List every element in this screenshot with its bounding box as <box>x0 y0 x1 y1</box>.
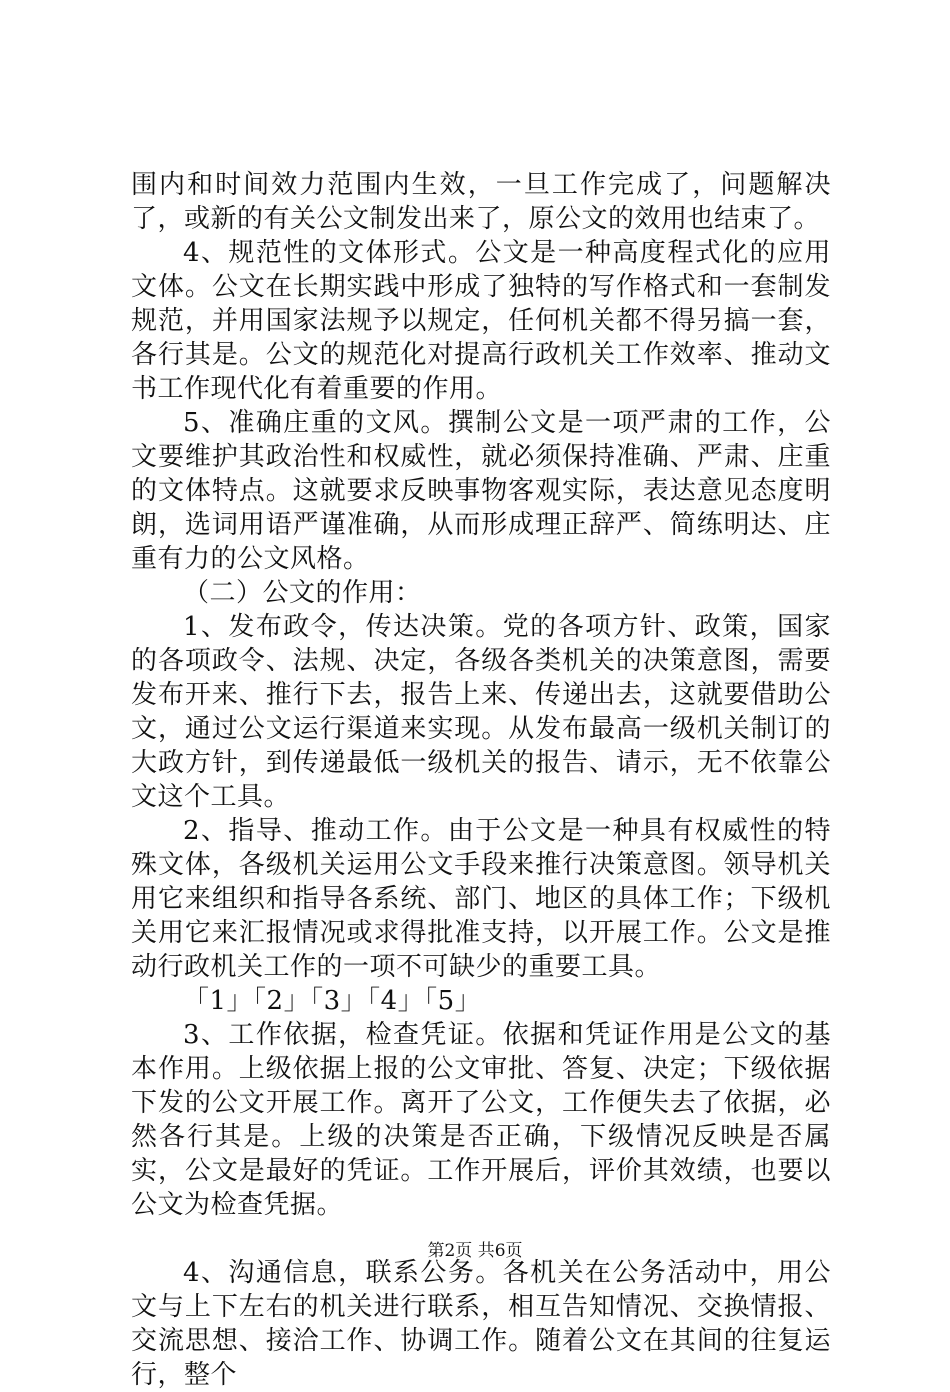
section-heading-functions: （二）公文的作用： <box>183 578 422 608</box>
paragraph-function-3: 3、工作依据，检查凭证。依据和凭证作用是公文的基本作用。上级依据上报的公文审批、答复、决定；下级依据下发的公文开展工作。离开了公文，工作便失去了依据，必然各行其是。上级的决策是否正确，下级情况反映是否属实，公文是最好的凭证。工作开展后，评价其效绩，也要以公文为检查凭据。 <box>131 1020 831 1220</box>
page-footer: 第2页 共6页 <box>427 1241 523 1261</box>
paragraph-point-5-style: 5、准确庄重的文风。撰制公文是一项严肃的工作，公文要维护其政治性和权威性，就必须保持准确、严肃、庄重的文体特点。这就要求反映事物客观实际，表达意见态度明朗，选词用语严谨准确，从而形成理正辞严、简练明达、庄重有力的公文风格。 <box>131 408 831 574</box>
paragraph-point-4-format: 4、规范性的文体形式。公文是一种高度程式化的应用文体。公文在长期实践中形成了独特的写作格式和一套制发规范，并用国家法规予以规定，任何机关都不得另搞一套，各行其是。公文的规范化对提高行政机关工作效率、推动文书工作现代化有着重要的作用。 <box>131 238 831 404</box>
paragraph-function-4: 4、沟通信息，联系公务。各机关在公务活动中，用公文与上下左右的机关进行联系，相互告知情况、交换情报、交流思想、接洽工作、协调工作。随着公文在其间的往复运行，整个 <box>131 1258 831 1390</box>
document-body <box>131 168 831 1392</box>
reference-markers: 「1」「2」「3」「4」「5」 <box>183 986 482 1016</box>
paragraph-function-1: 1、发布政令，传达决策。党的各项方针、政策，国家的各项政令、法规、决定，各级各类机关的决策意图，需要发布开来、推行下去，报告上来、传递出去，这就要借助公文，通过公文运行渠道来实现。从发布最高一级机关制订的大政方针，到传递最低一级机关的报告、请示，无不依靠公文这个工具。 <box>131 612 831 812</box>
paragraph-continuation: 围内和时间效力范围内生效，一旦工作完成了，问题解决了，或新的有关公文制发出来了，原公文的效用也结束了。 <box>131 170 831 234</box>
paragraph-function-2: 2、指导、推动工作。由于公文是一种具有权威性的特殊文体，各级机关运用公文手段来推行决策意图。领导机关用它来组织和指导各系统、部门、地区的具体工作；下级机关用它来汇报情况或求得批准支持，以开展工作。公文是推动行政机关工作的一项不可缺少的重要工具。 <box>131 816 831 982</box>
